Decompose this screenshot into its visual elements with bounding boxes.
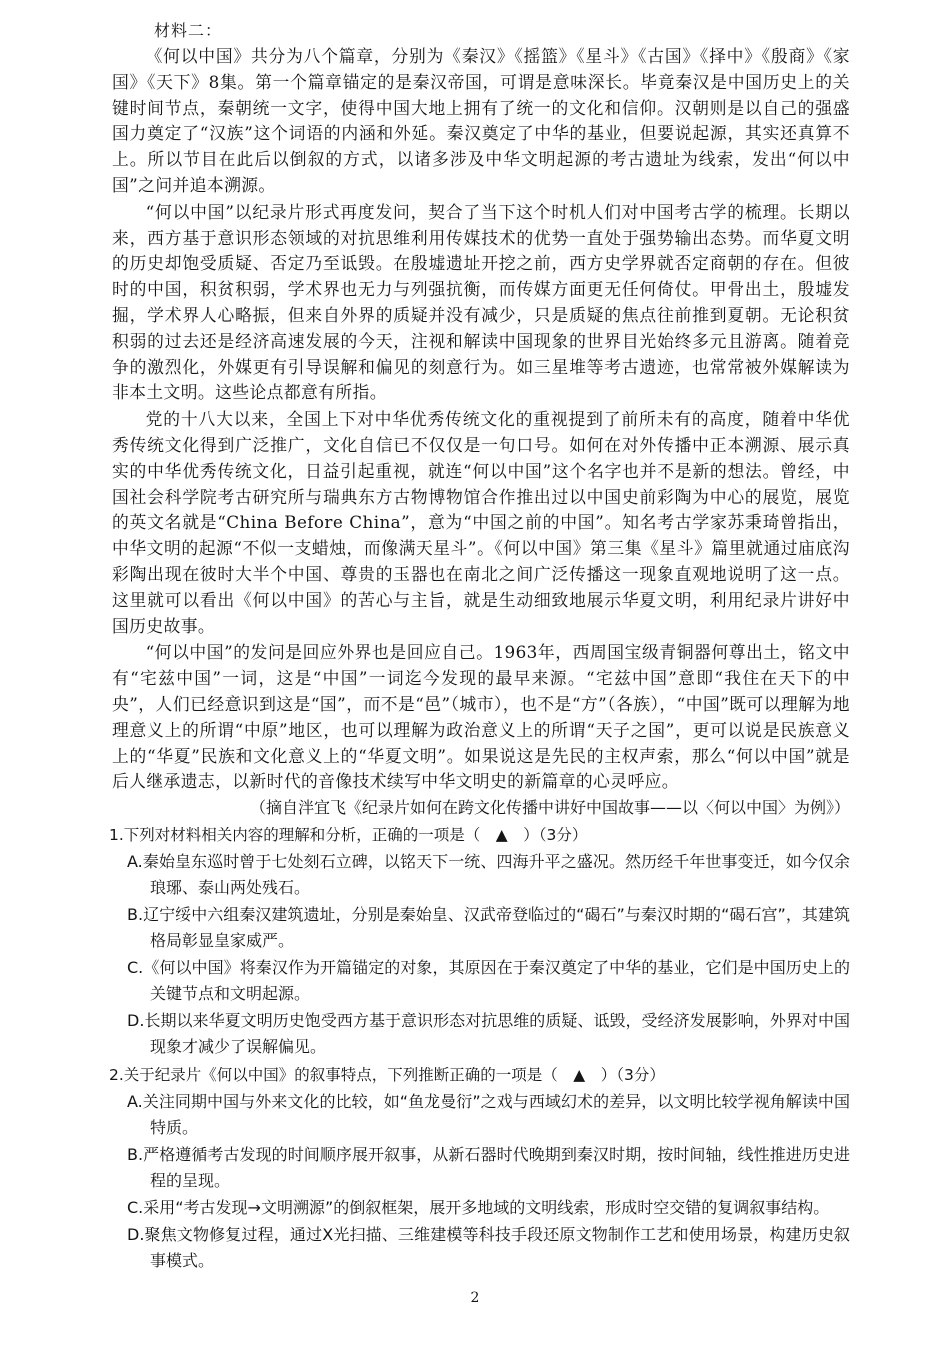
article-paragraph-2: “何以中国”以纪录片形式再度发问，契合了当下这个时机人们对中国考古学的梳理。长期以来，西方基于意识形态领域的对抗思维利用传媒技术的优势一直处于强势输出态势。而华夏文明的历史却饱受质疑、否定乃至诋毁。在殷墟遗址开挖之前，西方史学界就否定商朝的存在。但彼时的中国，积贫积弱，学术界也无力与列强抗衡，而传媒方面更无任何倚仗。甲骨出土，殷墟发掘，学术界人心略振，但来自外界的质疑并没有减少，只是质疑的焦点往前推到夏朝。无论积贫积弱的过去还是经济高速发展的今天，注视和解读中国现象的世界目光始终多元且游离。随着竞争的激烈化，外媒更有引导误解和偏见的刻意行为。如三星堆等考古遗迹，也常常被外媒解读为非本土文明。这些论点都意有所指。 [112, 201, 850, 403]
question-1-option-c: C.《何以中国》将秦汉作为开篇锚定的对象，其原因在于秦汉奠定了中华的基业，它们是中国历史上的关键节点和文明起源。 [127, 958, 850, 1004]
page-number: 2 [470, 1290, 480, 1306]
question-2-option-c: C.采用“考古发现→文明溯源”的倒叙框架，展开多地域的文明线索，形成时空交错的复调叙事结构。 [127, 1198, 830, 1218]
question-1-option-b: B.辽宁绥中六组秦汉建筑遗址，分别是秦始皇、汉武帝登临过的“碣石”与秦汉时期的“碣石宫”，其建筑格局彰显皇家威严。 [127, 905, 850, 951]
source-citation: （摘自泮宜飞《纪录片如何在跨文化传播中讲好中国故事——以〈何以中国〉为例》） [249, 798, 850, 818]
section-title: 材料二： [154, 21, 223, 40]
article-paragraph-3: 党的十八大以来，全国上下对中华优秀传统文化的重视提到了前所未有的高度，随着中华优秀传统文化得到广泛推广，文化自信已不仅仅是一句口号。如何在对外传播中正本溯源、展示真实的中华优秀传统文化，日益引起重视，就连“何以中国”这个名字也并不是新的想法。曾经，中国社会科学院考古研究所与瑞典东方古物博物馆合作推出过以中国史前彩陶为中心的展览，展览的英文名就是“China Before China”，意为“中国之前的中国”。知名考古学家苏秉琦曾指出，中华文明的起源“不似一支蜡烛，而像满天星斗”。《何以中国》第三集《星斗》篇里就通过庙底沟彩陶出现在彼时大半个中国、尊贵的玉器也在南北之间广泛传播这一现象直观地说明了这一点。这里就可以看出《何以中国》的苦心与主旨，就是生动细致地展示华夏文明，利用纪录片讲好中国历史故事。 [112, 409, 850, 636]
question-2-option-a: A.关注同期中国与外来文化的比较，如“鱼龙曼衍”之戏与西域幻术的差异，以文明比较学视角解读中国特质。 [127, 1092, 850, 1138]
question-1-option-a: A.秦始皇东巡时曾于七处刻石立碑，以铭天下一统、四海升平之盛况。然历经千年世事变迁，如今仅余琅琊、泰山两处残石。 [127, 852, 850, 898]
question-1 [109, 824, 850, 1060]
question-stem: 1.下列对材料相关内容的理解和分析，正确的一项是（ ▲ ）（3分） [109, 826, 588, 845]
question-stem: 2.关于纪录片《何以中国》的叙事特点，下列推断正确的一项是（ ▲ ）（3分） [109, 1066, 665, 1085]
article-paragraph-1: 《何以中国》共分为八个篇章，分别为《秦汉》《摇篮》《星斗》《古国》《择中》《殷商》《家国》《天下》8集。第一个篇章锚定的是秦汉帝国，可谓是意味深长。毕竟秦汉是中国历史上的关键时间节点，秦朝统一文字，使得中国大地上拥有了统一的文化和信仰。汉朝则是以自己的强盛国力奠定了“汉族”这个词语的内涵和外延。秦汉奠定了中华的基业，但要说起源，其实还真算不上。所以节目在此后以倒叙的方式，以诸多涉及中华文明起源的考古遗址为线索，发出“何以中国”之问并追本溯源。 [112, 46, 850, 195]
article-body [112, 44, 850, 795]
question-1-option-d: D.长期以来华夏文明历史饱受西方基于意识形态对抗思维的质疑、诋毁，受经济发展影响，外界对中国现象才减少了误解偏见。 [127, 1011, 850, 1057]
question-2-option-b: B.严格遵循考古发现的时间顺序展开叙事，从新石器时代晚期到秦汉时期，按时间轴，线性推进历史进程的呈现。 [127, 1145, 850, 1191]
question-2-option-d: D.聚焦文物修复过程，通过X光扫描、三维建模等科技手段还原文物制作工艺和使用场景，构建历史叙事模式。 [127, 1225, 850, 1271]
article-paragraph-4: “何以中国”的发问是回应外界也是回应自己。1963年，西周国宝级青铜器何尊出土，铭文中有“宅兹中国”一词，这是“中国”一词迄今发现的最早来源。“宅兹中国”意即“我住在天下的中央”，人们已经意识到这是“国”，而不是“邑”（城市），也不是“方”（各族），“中国”既可以理解为地理意义上的所谓“中原”地区，也可以理解为政治意义上的所谓“天子之国”，更可以说是民族意义上的“华夏”民族和文化意义上的“华夏文明”。如果说这是先民的主权声索，那么“何以中国”就是后人继承遗志，以新时代的音像技术续写中华文明史的新篇章的心灵呼应。 [112, 642, 850, 792]
question-2 [109, 1064, 850, 1274]
document-page [109, 20, 850, 1278]
